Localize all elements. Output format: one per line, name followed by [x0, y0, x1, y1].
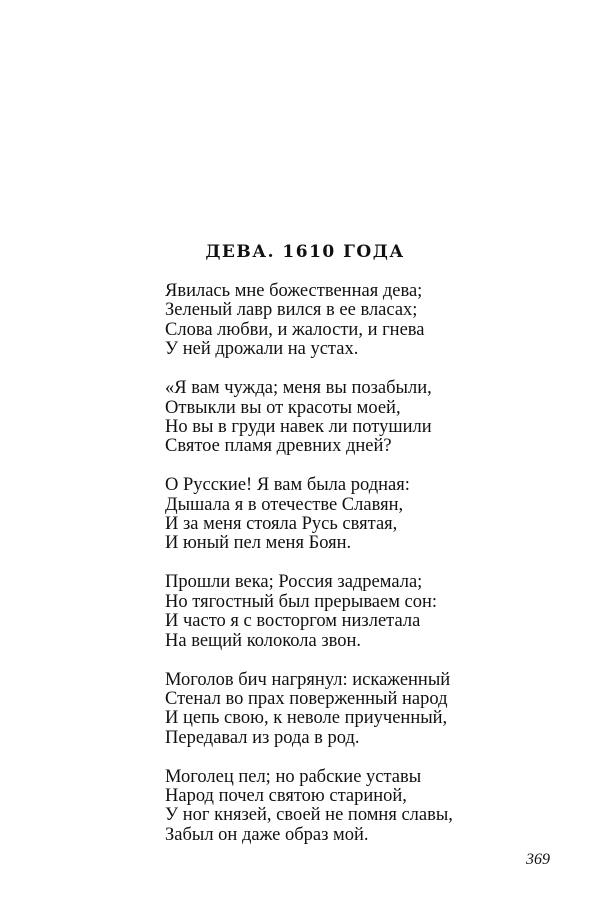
poem-line: Моголец пел; но рабские уставы: [165, 766, 422, 787]
poem-line: Моголов бич нагрянул: искаженный: [165, 669, 451, 690]
poem-line: У ней дрожали на устах.: [165, 339, 359, 360]
poem-title: ДЕВА. 1610 ГОДА: [205, 242, 405, 262]
page-number: 369: [526, 851, 550, 868]
stanza: [165, 573, 585, 651]
stanza: [165, 282, 585, 360]
poem-line: Стенал во прах поверженный народ: [165, 688, 448, 709]
poem-line: И за меня стояла Русь святая,: [165, 514, 398, 535]
poem-line: Слова любви, и жалости, и гнева: [165, 319, 425, 340]
poem-line: Но тягостный был прерываем сон:: [165, 591, 438, 612]
stanza: [165, 476, 585, 554]
poem-line: О Русские! Я вам была родная:: [165, 475, 410, 496]
poem-line: Отвыкли вы от красоты моей,: [165, 397, 401, 418]
poem-line: Явилась мне божественная дева;: [165, 281, 423, 301]
poem-body: [165, 282, 585, 865]
poem-line: Но вы в груди навек ли потушили: [165, 416, 432, 437]
poem-line: И часто я с восторгом низлетала: [165, 611, 421, 632]
poem-line: «Я вам чужда; меня вы позабыли,: [165, 378, 432, 399]
poem-line: У ног князей, своей не помня славы,: [165, 805, 453, 826]
stanza: [165, 379, 585, 457]
poem-line: Прошли века; Россия задремала;: [165, 572, 423, 593]
poem-line: Зеленый лавр вился в ее власах;: [165, 300, 418, 321]
poem-line: Передавал из рода в род.: [165, 727, 360, 748]
poem-line: На вещий колокола звон.: [165, 630, 362, 651]
poem-line: Забыл он даже образ мой.: [165, 824, 369, 845]
poem-line: И юный пел меня Боян.: [165, 533, 352, 554]
poem-line: Народ почел святою стариной,: [165, 786, 407, 807]
poem-line: Святое пламя древних дней?: [165, 436, 392, 457]
stanza: [165, 768, 585, 846]
poem-line: Дышала я в отечестве Славян,: [165, 494, 404, 515]
stanza: [165, 671, 585, 749]
poem-line: И цепь свою, к неволе приученный,: [165, 708, 448, 729]
